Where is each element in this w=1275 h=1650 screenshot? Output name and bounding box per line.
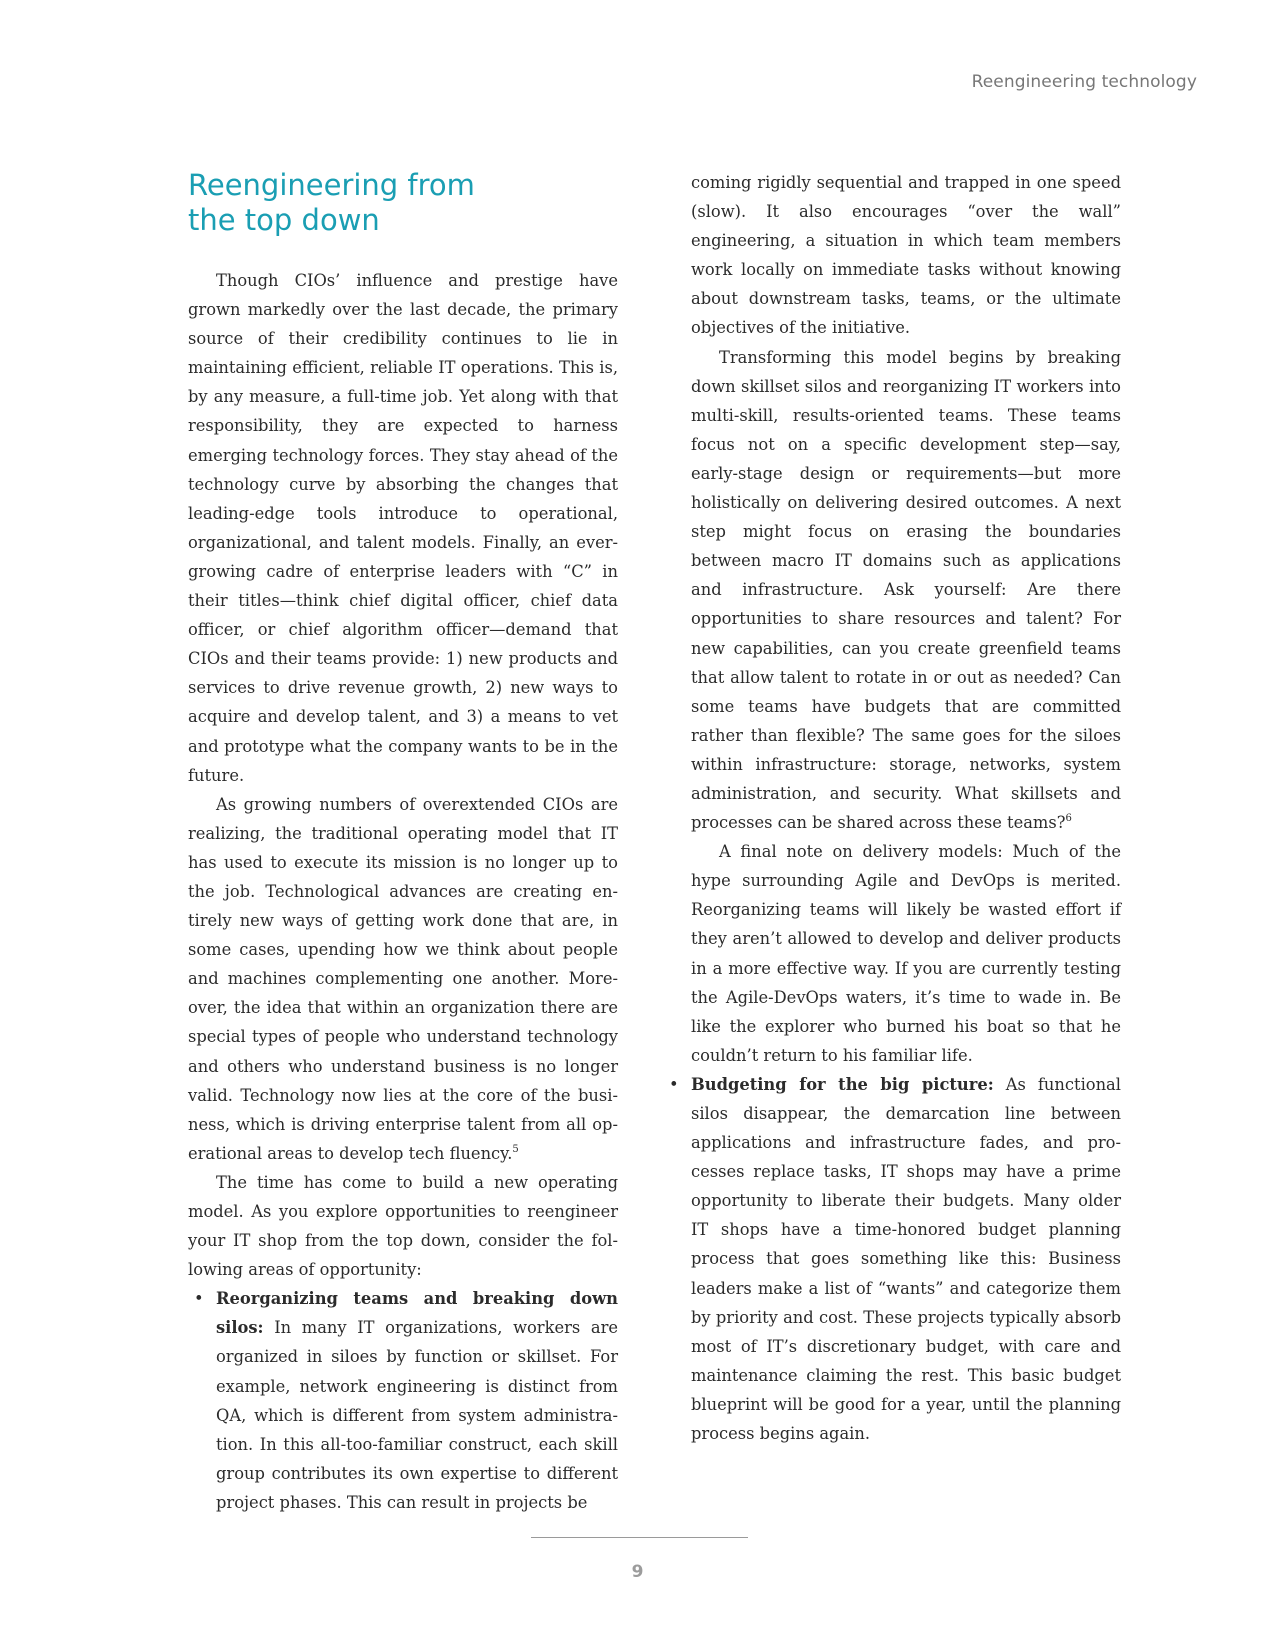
bullet-paragraph xyxy=(691,343,1121,838)
footnote-reference: 5 xyxy=(512,1143,519,1155)
bullet-paragraph: A final note on delivery models: Much of the hype surrounding Agile and DevOps is merited. Reorganizing teams will likely be wasted effort if they aren’t allowed to develop and deliver products in a more effective way. If you are currently testing the Agile-DevOps waters, it’s time to wade in. Be like the explorer who burned his boat so that he couldn’t return to his familiar life. xyxy=(691,842,1121,1065)
bullet-icon: • xyxy=(669,1074,679,1094)
bullet-lead: Budgeting for the big picture: xyxy=(691,1074,994,1094)
section-heading-line-1: Reengineering from xyxy=(188,168,475,202)
right-column xyxy=(669,168,1121,1448)
footer-divider xyxy=(531,1537,748,1538)
body-paragraph: The time has come to build a new operating model. As you explore opportunities to reengineer your IT shop from the top down, consider the following areas of opportunity: xyxy=(188,1172,618,1280)
bullet-text: In many IT organizations, workers are organized in siloes by function or skillset. For example, network engineering is distinct from QA, which is different from system administration. In this all-too-familiar construct, each skill group contributes its own expertise to different project phases. This can result in projects be xyxy=(216,1318,618,1512)
body-paragraph: Though CIOs’ influence and prestige have grown markedly over the last decade, the primary source of their credibility continues to lie in maintaining efficient, reliable IT operations. This is, by any measure, a full-time job. Yet along with that responsibility, they are expected to harness emerging technology forces. They stay ahead of the technology curve by absorbing the changes that leading-edge tools introduce to operational, organizational, and talent models. Finally, an ever-growing cadre of enterprise leaders with “C” in their titles—think chief digital officer, chief data officer, or chief algorithm officer—demand that CIOs and their teams provide: 1) new products and services to drive revenue growth, 2) new ways to acquire and develop talent, and 3) a means to vet and prototype what the company wants to be in the future. xyxy=(188,271,618,785)
page-number: 9 xyxy=(631,1562,644,1582)
section-heading-line-2: the top down xyxy=(188,203,380,237)
paragraph-text: As growing numbers of overextended CIOs are realizing, the traditional operating model that IT has used to execute its mission is no longer up to the job. Technological advances are creating entirely new ways of getting work done that are, in some cases, upending how we think about people and machines complementing one another. Moreover, the idea that within an organization there are special types of people who understand technology and others who understand business is no longer valid. Technology now lies at the core of the business, which is driving enterprise talent from all operational areas to develop tech fluency. xyxy=(188,794,618,1163)
body-paragraph xyxy=(188,790,618,1168)
section-heading xyxy=(188,168,618,238)
bullet-text: As functional silos disappear, the demarcation line between applications and infrastructure fades, and processes replace tasks, IT shops may have a prime opportunity to liberate their budgets. Many older IT shops have a time-honored budget planning process that goes something like this: Business leaders make a list of “wants” and categorize them by priority and cost. These projects typically absorb most of IT’s discretionary budget, with care and maintenance claiming the rest. This basic budget blueprint will be good for a year, until the planning process begins again. xyxy=(691,1074,1121,1444)
bullet-continuation: coming rigidly sequential and trapped in one speed (slow). It also encourages “over the wall” engineering, a situation in which team members work locally on immediate tasks without knowing about downstream tasks, teams, or the ultimate objectives of the initiative. xyxy=(691,173,1121,338)
running-header: Reengineering technology xyxy=(971,72,1197,92)
bullet-list xyxy=(669,1070,1121,1448)
bullet-lead: Reorganizing teams and breaking down silos: xyxy=(216,1289,618,1338)
bullet-item xyxy=(669,1070,1121,1448)
bullet-icon: • xyxy=(194,1289,204,1309)
bullet-item xyxy=(188,1284,618,1517)
paragraph-text: Transforming this model begins by breaking down skillset silos and reorganizing IT workers into multi-skill, results-oriented teams. These teams focus not on a specific development step—say, early-stage design or requirements—but more holistically on delivering desired outcomes. A next step might focus on erasing the boundaries between macro IT domains such as applications and infrastructure. Ask yourself: Are there opportunities to share resources and talent? For new capabilities, can you create greenfield teams that allow talent to rotate in or out as needed? Can some teams have budgets that are committed rather than flexible? The same goes for the siloes within infrastructure: storage, networks, system administration, and security. What skillsets and processes can be shared across these teams? xyxy=(691,347,1121,833)
footnote-reference: 6 xyxy=(1065,813,1072,825)
bullet-list xyxy=(188,1284,618,1517)
left-column xyxy=(188,168,618,1517)
